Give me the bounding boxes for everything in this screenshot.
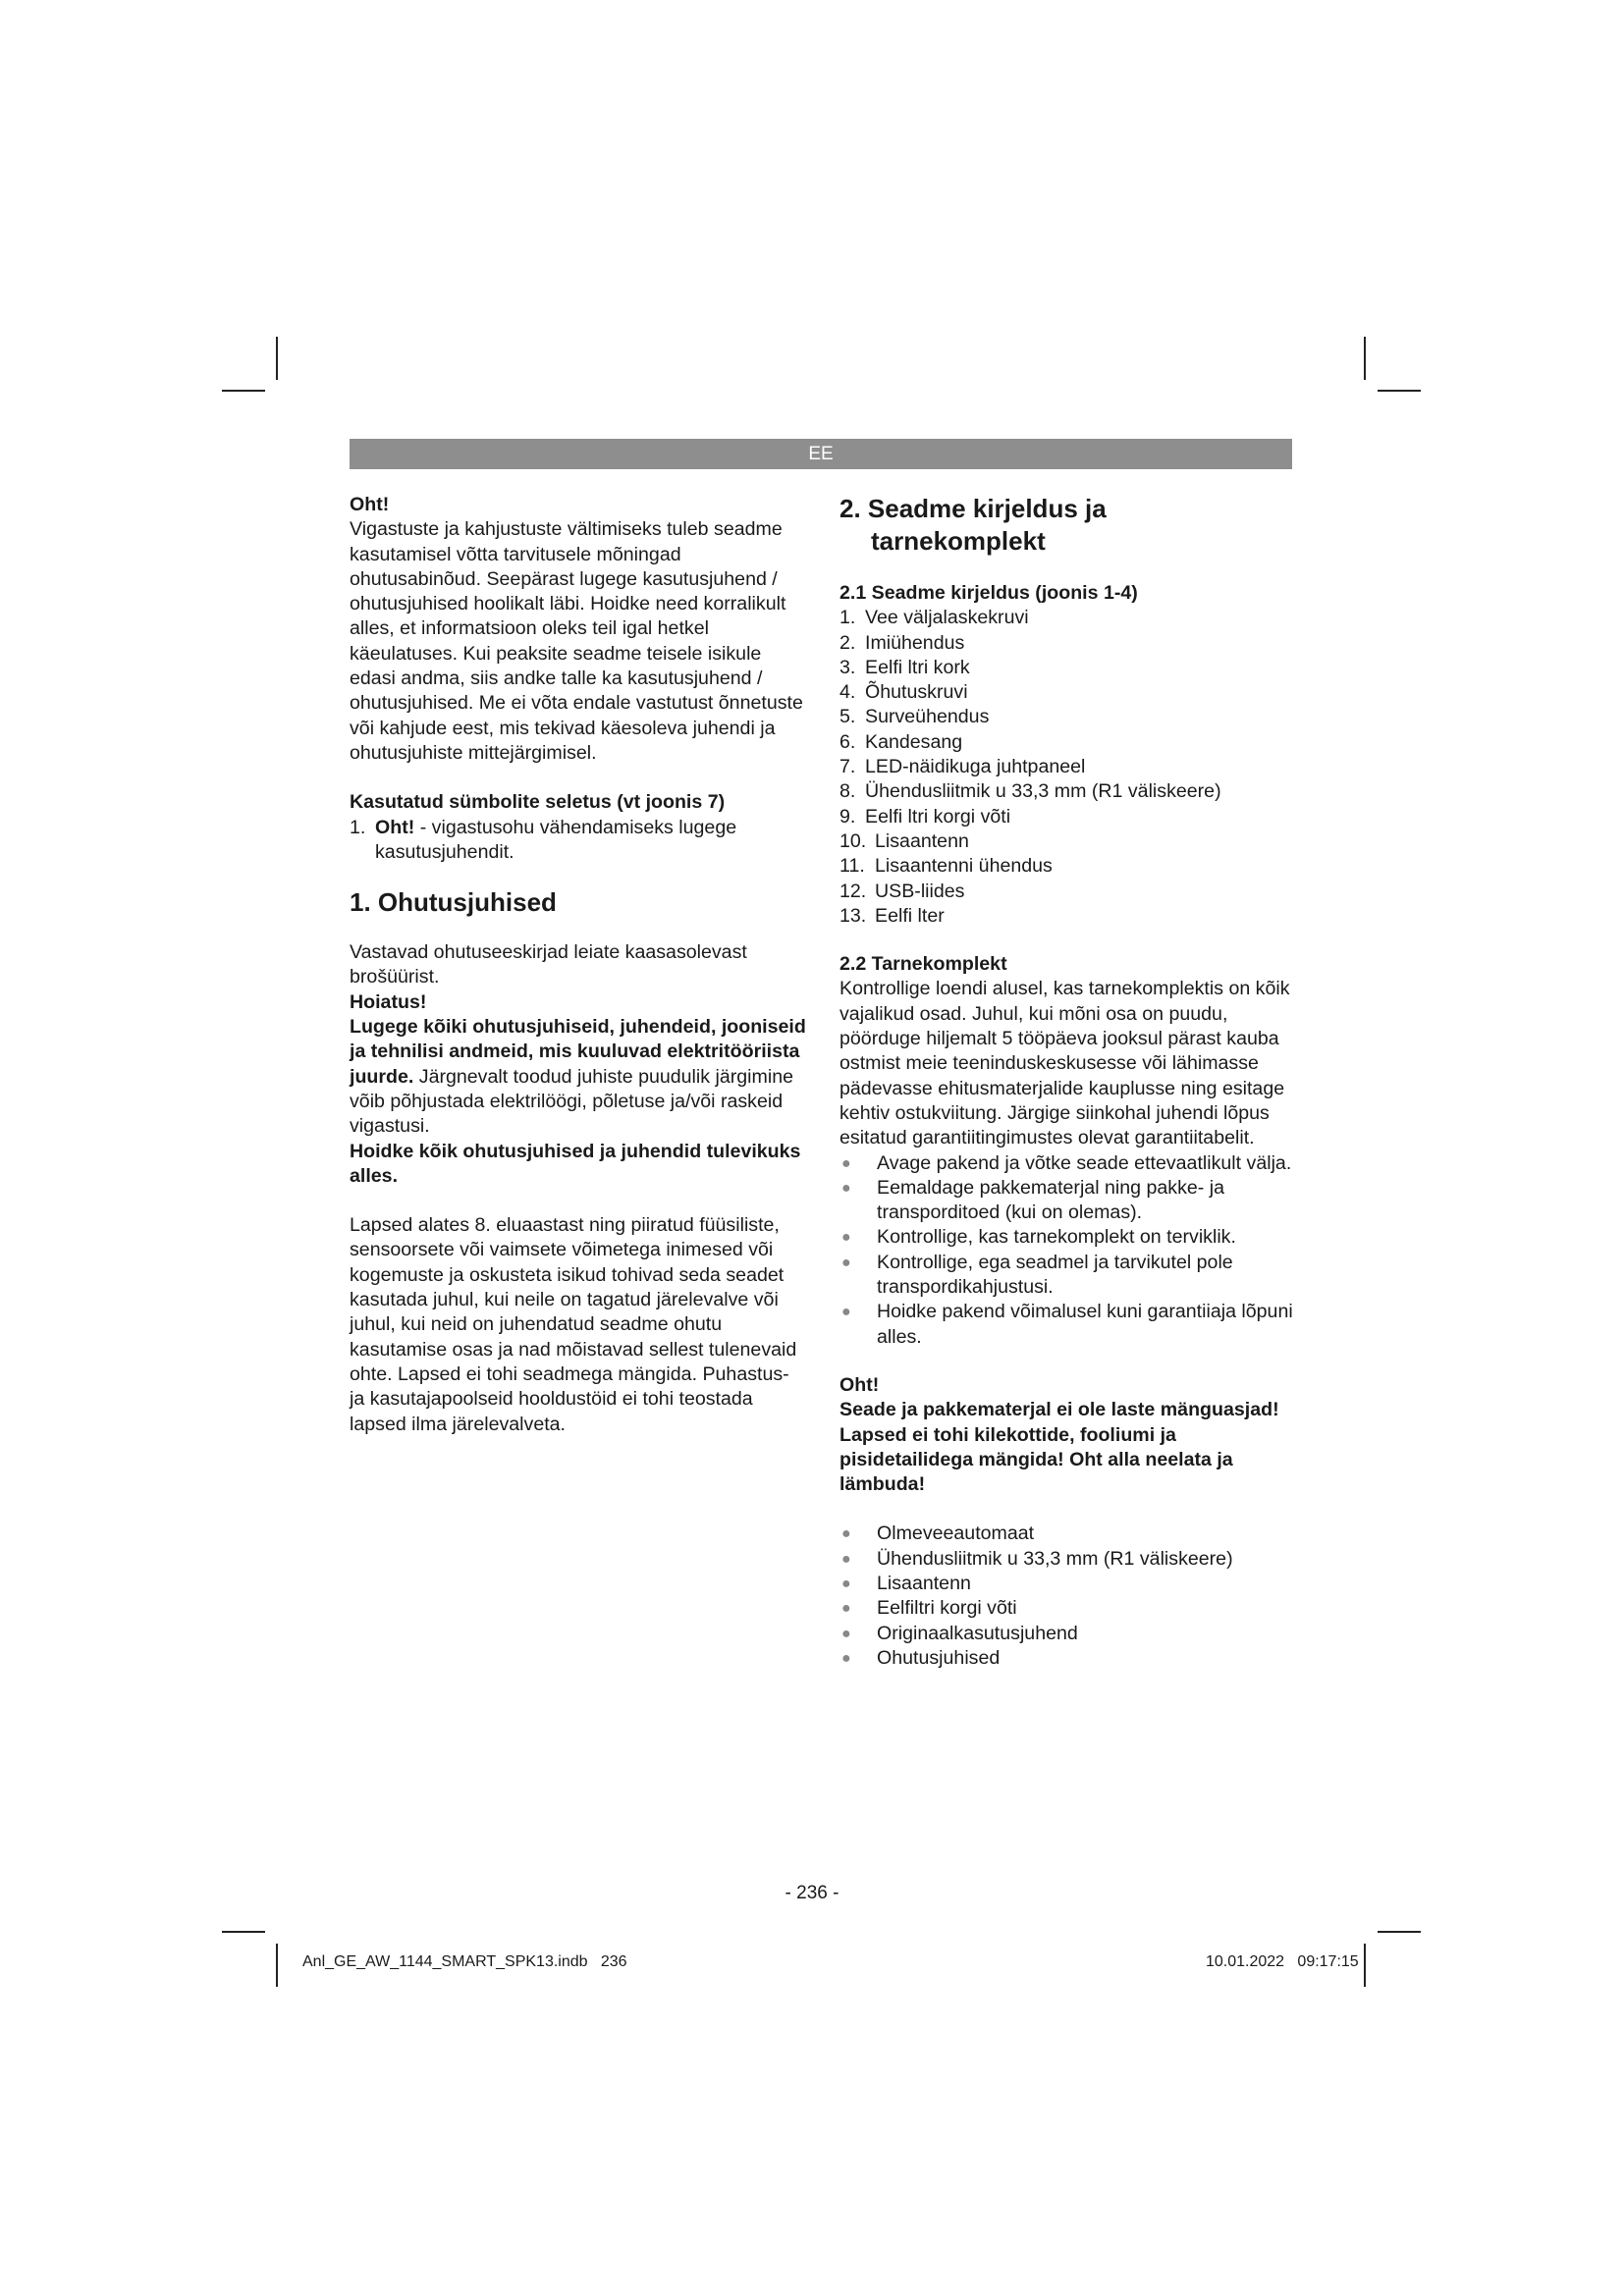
- list-item: ● Originaalkasutusjuhend: [839, 1622, 1293, 1646]
- page-number: - 236 -: [785, 1883, 839, 1903]
- section-2-2-text: Kontrollige loendi alusel, kas tarnekomplektis on kõik vajalikud osad. Juhul, kui mõni osa on puudu, pöörduge hiljemalt 5 tööpäeva jooksul pärast kauba ostmist meie teeninduskeskusesse või lähimasse pädevasse ehitusmaterjalide kauplusse ning esitage kehtiv ostukviitung. Järgige siinkohal juhendi lõpus esitatud garantiitingimustes olevat garantiitabelit.: [839, 978, 1290, 1149]
- section-2-title-line1: 2. Seadme kirjeldus ja: [839, 494, 1107, 523]
- list-item: ● Kontrollige, ega seadmel ja tarvikutel pole transpordikahjustusi.: [839, 1251, 1293, 1301]
- danger-text: Seade ja pakkematerjal ei ole laste mänguasjad! Lapsed ei tohi kilekottide, fooliumi ja pisidetailidega mängida! Oht alla neelata ja lämbuda!: [839, 1399, 1279, 1496]
- list-item: 2. Imiühendus: [839, 631, 965, 654]
- right-column: [839, 493, 1293, 1671]
- crop-mark-br-h: [1378, 1931, 1421, 1933]
- crop-mark-tl-h: [222, 390, 265, 392]
- symbol-bold: Oht!: [375, 816, 415, 838]
- bullet-icon: ●: [841, 1254, 851, 1271]
- symbol-text: - vigastusohu vähendamiseks lugege kasutusjuhendit.: [375, 816, 737, 863]
- list-item: ● Ühendusliitmik u 33,3 mm (R1 väliskeere): [839, 1547, 1293, 1572]
- list-item: ● Eelfiltri korgi võti: [839, 1596, 1293, 1621]
- list-item: ● Kontrollige, kas tarnekomplekt on terviklik.: [839, 1225, 1293, 1250]
- crop-mark-tr-v: [1364, 337, 1366, 380]
- list-item: ● Avage pakend ja võtke seade ettevaatlikult välja.: [839, 1151, 1293, 1176]
- crop-mark-bl-v: [276, 1944, 278, 1987]
- list-item: 11. Lisaantenni ühendus: [839, 855, 1053, 878]
- section-1-warning-title: Hoiatus!: [350, 990, 427, 1013]
- section-1-warning-normal: Järgnevalt toodud juhiste puudulik järgimine võib põhjustada elektrilöögi, põletuse ja/või raskeid vigastusi.: [350, 1065, 793, 1138]
- symbol-number: 1.: [350, 816, 366, 838]
- footer-file-name: Anl_GE_AW_1144_SMART_SPK13.indb 236: [302, 1953, 627, 1970]
- symbol-item: [350, 816, 806, 866]
- left-column: [350, 493, 806, 1437]
- list-item: ● Ohutusjuhised: [839, 1646, 1293, 1671]
- bullet-icon: ●: [841, 1625, 851, 1642]
- section-1-warning-bold: Lugege kõiki ohutusjuhiseid, juhendeid, jooniseid ja tehnilisi andmeid, mis kuuluvad elektritööriista juurde.: [350, 1016, 806, 1088]
- bullet-icon: ●: [841, 1229, 851, 1247]
- check-list: [839, 1151, 1293, 1350]
- section-2-2-title: 2.2 Tarnekomplekt: [839, 953, 1007, 976]
- language-header-bar: EE: [350, 439, 1292, 469]
- list-item: ● Olmeveeautomaat: [839, 1522, 1293, 1546]
- bullet-icon: ●: [841, 1154, 851, 1172]
- list-item: 3. Eelfi ltri kork: [839, 656, 970, 678]
- danger-title: Oht!: [839, 1373, 880, 1396]
- section-1-title: 1. Ohutusjuhised: [350, 887, 557, 918]
- parts-list-continued: [839, 829, 1293, 929]
- bullet-icon: ●: [841, 1550, 851, 1568]
- section-1-children: Lapsed alates 8. eluaastast ning piiratud füüsiliste, sensoorsete või vaimsete võimetega inimesed või kogemuste ja oskusteta isikud tohivad seda seadet kasutada juhul, kui neile on tagatud järelevalve või juhul, kui neid on juhendatud seadme ohutu kasutamise osas ja nad mõistavad sellest tulenevaid ohte. Lapsed ei tohi seadmega mängida. Puhastus- ja kasutajapoolseid hooldustöid ei tohi teostada lapsed ilma järelevalveta.: [350, 1214, 797, 1435]
- list-item: ● Eemaldage pakkematerjal ning pakke- ja transporditoed (kui on olemas).: [839, 1176, 1293, 1226]
- list-item: ● Lisaantenn: [839, 1572, 1293, 1596]
- bullet-icon: ●: [841, 1179, 851, 1197]
- list-item: 4. Õhutuskruvi: [839, 681, 968, 704]
- list-item: 8. Ühendusliitmik u 33,3 mm (R1 väliskeere): [839, 780, 1221, 803]
- warning-text: Vigastuste ja kahjustuste vältimiseks tuleb seadme kasutamisel võtta tarvitusele mõningad ohutusabinõud. Seepärast lugege kasutusjuhend / ohutusjuhised hoolikalt läbi. Hoidke need korralikult alles, et informatsioon oleks teil igal hetkel käeulatuses. Kui peaksite seadme teisele isikule edasi andma, siis andke talle ka kasutusjuhend / ohutusjuhised. Me ei võta endale vastutust õnnetuste või kahjude eest, mis tekivad käesoleva juhendi ja ohutusjuhiste mittejärgimisel.: [350, 518, 803, 764]
- section-2-1-title: 2.1 Seadme kirjeldus (joonis 1-4): [839, 582, 1138, 604]
- crop-mark-br-v: [1364, 1944, 1366, 1987]
- symbols-title: Kasutatud sümbolite seletus (vt joonis 7): [350, 791, 726, 814]
- crop-mark-bl-h: [222, 1931, 265, 1933]
- parts-list: [839, 606, 1293, 829]
- warning-title: Oht!: [350, 494, 390, 515]
- section-1-intro: Vastavad ohutuseeskirjad leiate kaasasolevast brošüürist.: [350, 941, 747, 988]
- section-2-title-line2: tarnekomplekt: [871, 526, 1046, 556]
- list-item: 1. Vee väljalaskekruvi: [839, 607, 1029, 629]
- list-item: 10. Lisaantenn: [839, 829, 969, 852]
- bullet-icon: ●: [841, 1600, 851, 1618]
- bullet-icon: ●: [841, 1649, 851, 1667]
- crop-mark-tr-h: [1378, 390, 1421, 392]
- section-1-keep-note: Hoidke kõik ohutusjuhised ja juhendid tulevikuks alles.: [350, 1140, 801, 1187]
- delivery-list: [839, 1522, 1293, 1671]
- bullet-icon: ●: [841, 1304, 851, 1321]
- bullet-icon: ●: [841, 1575, 851, 1592]
- list-item: 13. Eelfi lter: [839, 904, 945, 927]
- list-item: ● Hoidke pakend võimalusel kuni garantiiaja lõpuni alles.: [839, 1300, 1293, 1350]
- list-item: 6. Kandesang: [839, 730, 963, 753]
- section-1-warning-text: [350, 1015, 806, 1139]
- crop-mark-tl-v: [276, 337, 278, 380]
- list-item: 7. LED-näidikuga juhtpaneel: [839, 756, 1086, 778]
- footer-timestamp: 10.01.2022 09:17:15: [1206, 1953, 1359, 1970]
- list-item: 12. USB-liides: [839, 880, 965, 902]
- list-item: 9. Eelfi ltri korgi võti: [839, 805, 1011, 828]
- list-item: 5. Surveühendus: [839, 706, 990, 728]
- bullet-icon: ●: [841, 1525, 851, 1543]
